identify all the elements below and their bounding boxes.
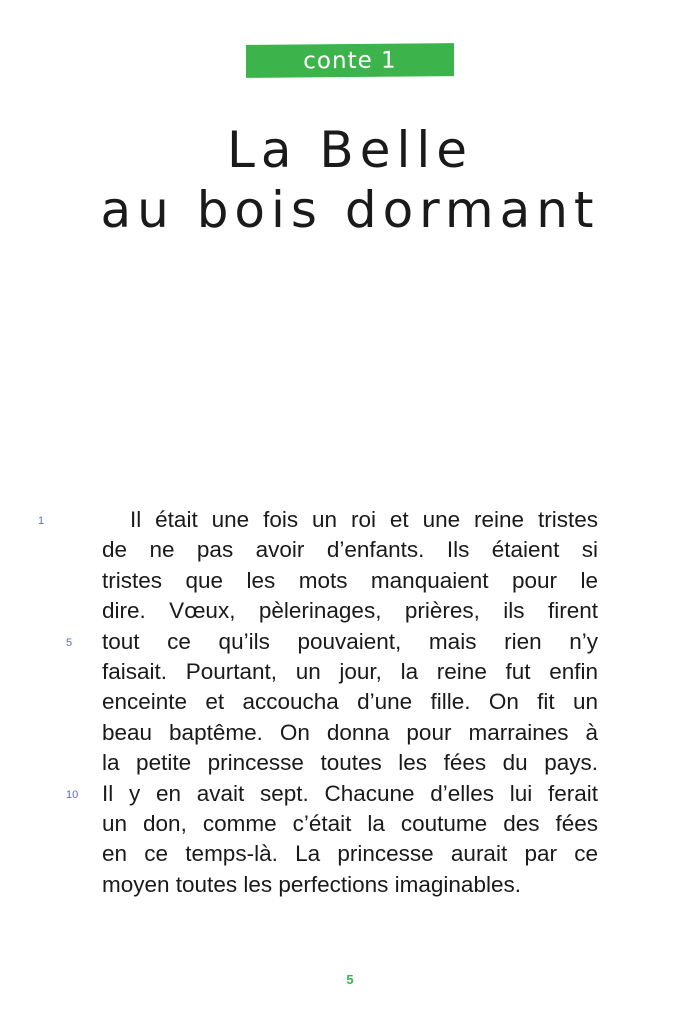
page-title-line-1: La Belle [227,121,473,179]
text-line [102,718,598,748]
line-text: dire. Vœux, pèlerinages, prières, ils firent [102,598,598,624]
line-text: de ne pas avoir d’enfants. Ils étaient si [102,537,598,563]
text-line [102,809,598,839]
line-text: la petite princesse toutes les fées du pays. [102,750,598,776]
text-line [102,596,598,626]
line-text: un don, comme c’était la coutume des fées [102,810,598,836]
chapter-badge [246,43,454,78]
line-number: 1 [38,515,45,527]
page-title-line-2: au bois dormant [100,181,600,239]
text-line [102,566,598,596]
text-line [66,627,598,657]
page-number: 5 [346,972,354,987]
text-line [102,687,598,717]
line-text: en ce temps-là. La princesse aurait par ce [102,841,598,867]
text-line [102,657,598,687]
body-text [38,505,598,900]
line-text: tout ce qu’ils pouvaient, mais rien n’y [102,628,598,654]
line-text: tristes que les mots manquaient pour le [102,567,598,593]
line-text: Il y en avait sept. Chacune d’elles lui ferait [102,780,598,806]
line-text: faisait. Pourtant, un jour, la reine fut enfin [102,658,598,684]
line-text: moyen toutes les perfections imaginables. [102,871,521,897]
chapter-label: conte 1 [303,47,397,74]
text-line [102,748,598,778]
line-text: beau baptême. On donna pour marraines à [102,719,598,745]
text-line [102,839,598,869]
text-line [102,535,598,565]
line-number: 10 [66,788,79,801]
text-line [102,870,598,900]
line-text: enceinte et accoucha d’une fille. On fit un [102,689,598,715]
line-text: Il était une fois un roi et une reine tristes [130,507,598,532]
text-line [38,505,598,535]
text-line [66,779,598,809]
line-number: 5 [66,636,73,649]
